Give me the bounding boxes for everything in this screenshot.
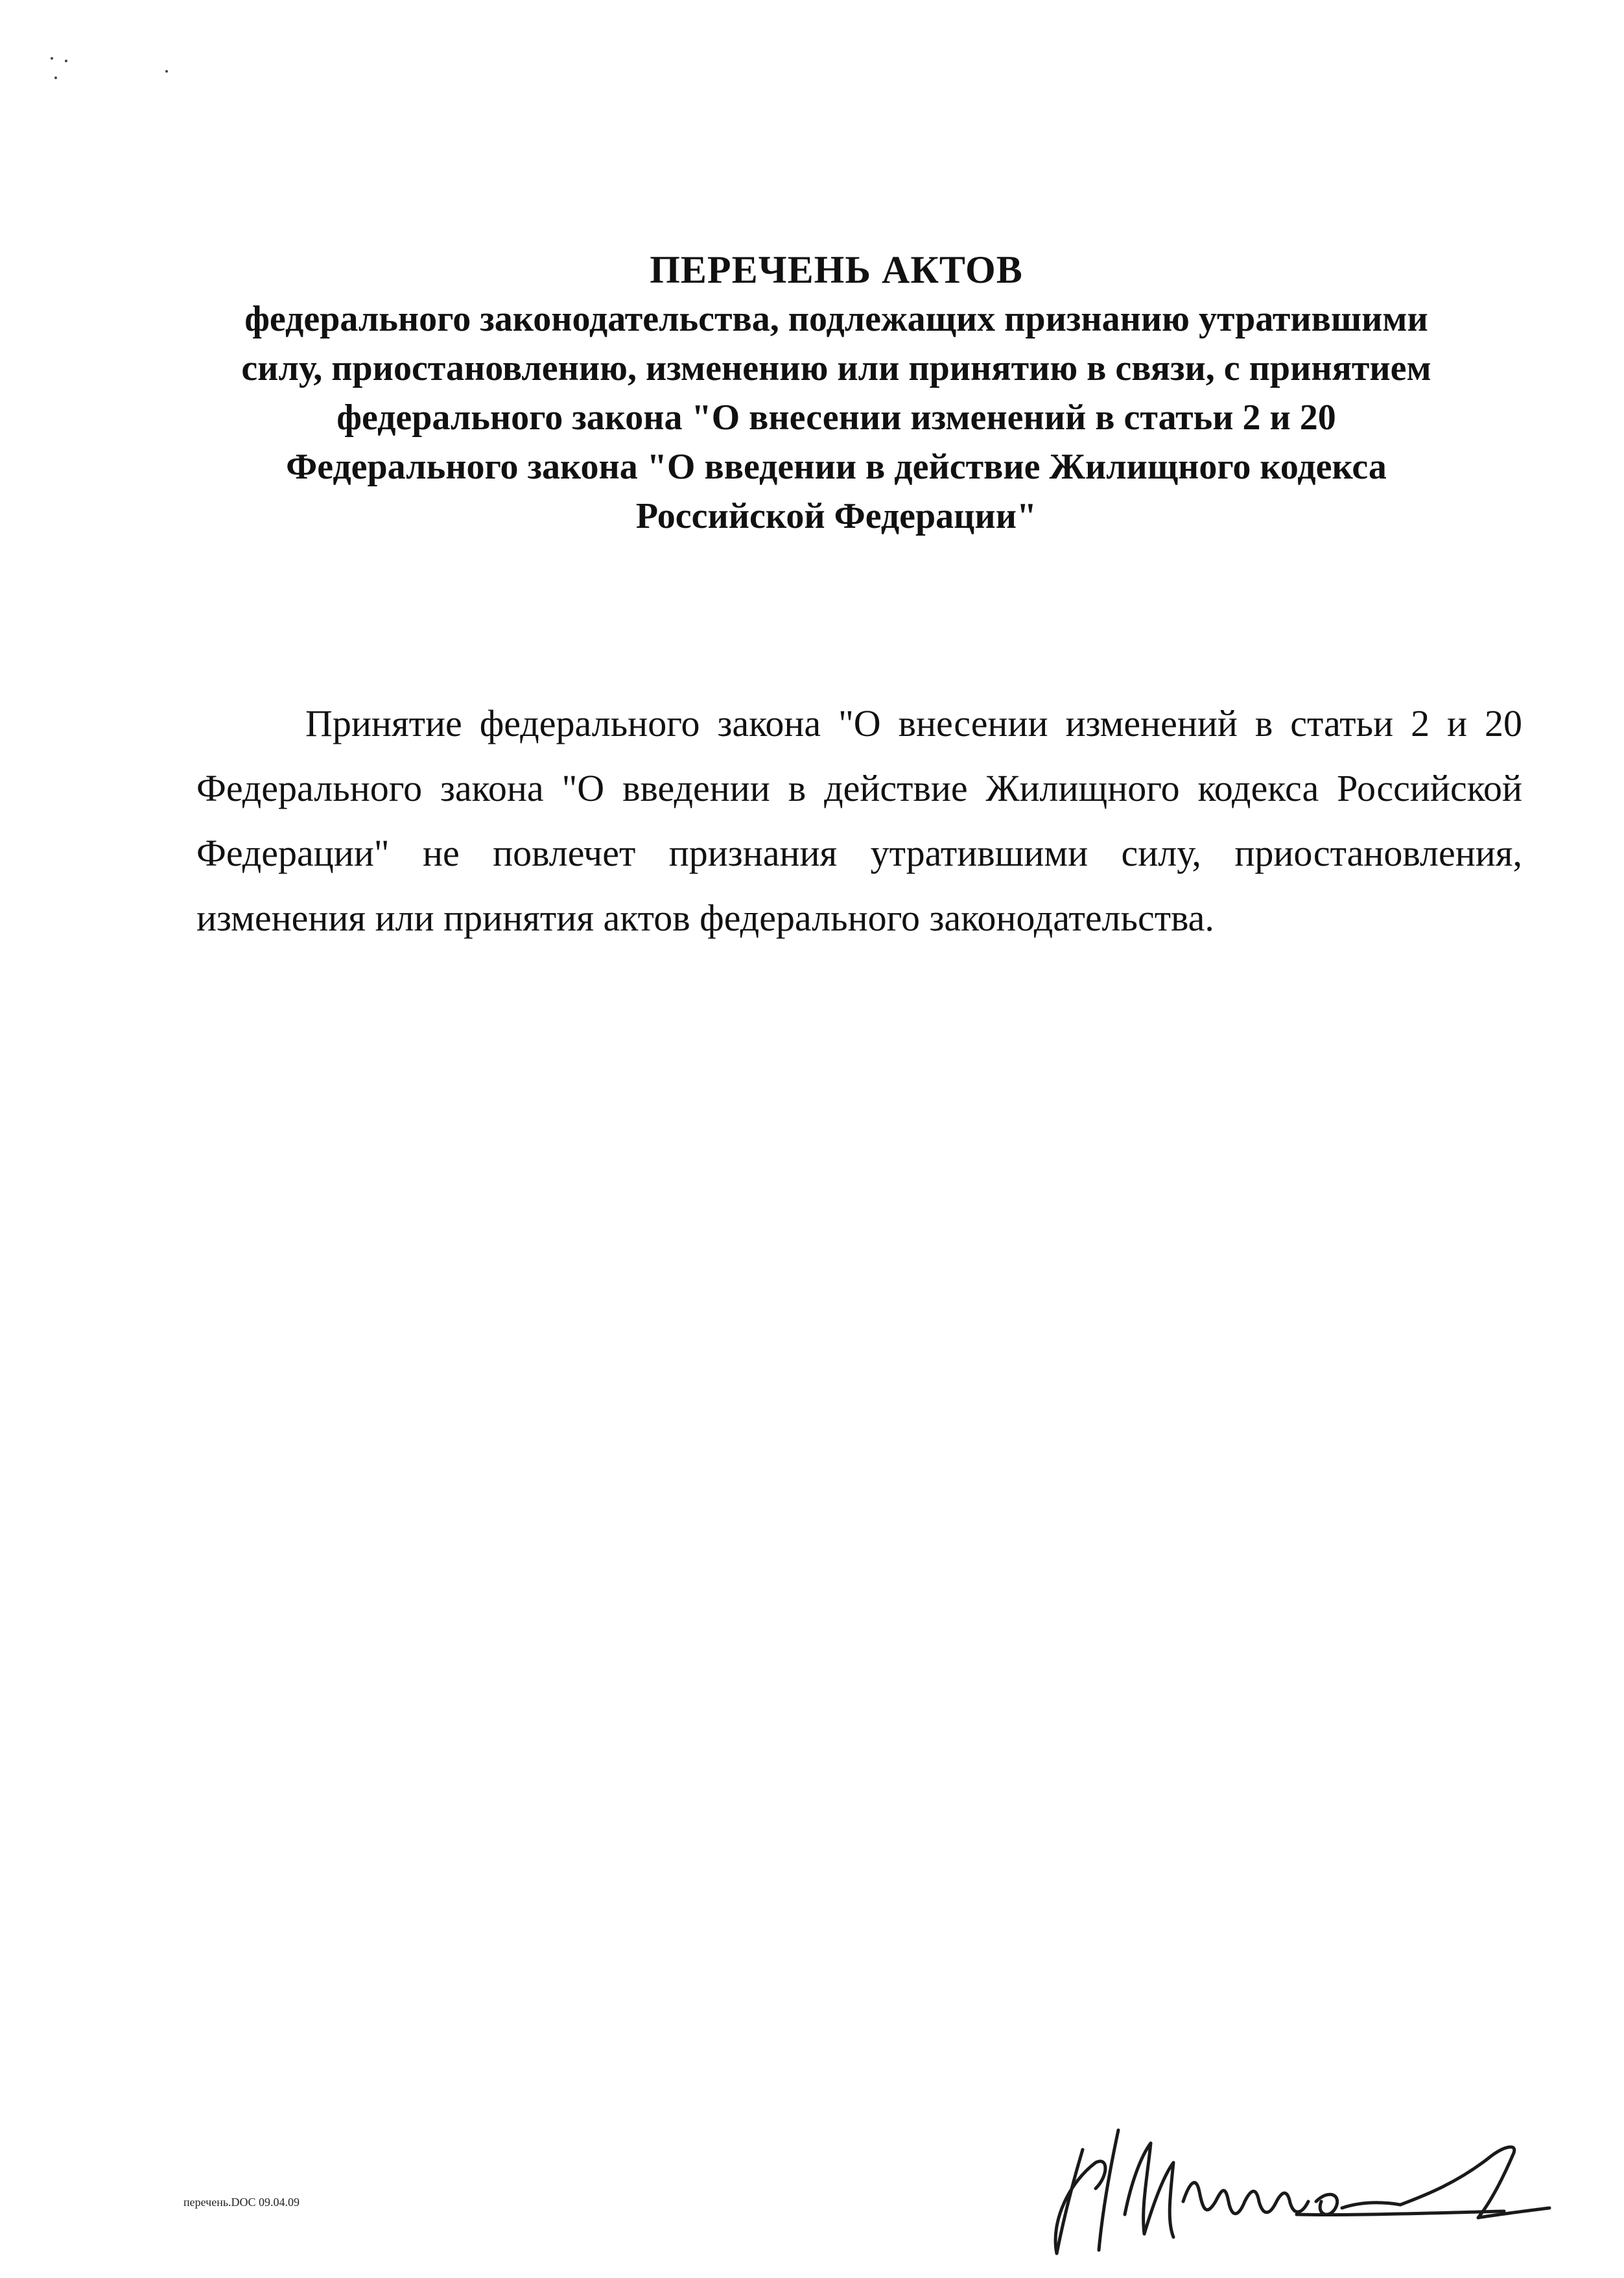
heading-line-3: федерального закона "О внесении изменений в статьи 2 и 20 <box>336 397 1336 438</box>
body-paragraph: Принятие федерального закона "О внесении изменений в статьи 2 и 20 Федерального закона "О введении в действие Жилищного кодекса Российской Федерации" не повлечет признания утратившими силу, приостановления, изменения или принятия актов федерального законодательства. <box>196 702 1522 939</box>
scan-speck <box>51 57 53 60</box>
scan-speck <box>54 77 57 79</box>
document-heading <box>194 245 1478 541</box>
scan-speck <box>165 70 168 73</box>
heading-title: ПЕРЕЧЕНЬ АКТОВ <box>650 248 1023 291</box>
handwritten-signature-icon <box>1011 2104 1582 2260</box>
heading-line-2: силу, приостановлению, изменению или принятию в связи, с принятием <box>241 348 1431 388</box>
heading-line-5: Российской Федерации" <box>635 496 1037 536</box>
heading-line-4: Федерального закона "О введении в действие Жилищного кодекса <box>286 447 1387 487</box>
heading-line-1: федерального законодательства, подлежащих признанию утратившими <box>244 299 1428 339</box>
scan-speck <box>65 60 67 62</box>
footer-file-note: перечень.DOC 09.04.09 <box>183 2196 300 2209</box>
